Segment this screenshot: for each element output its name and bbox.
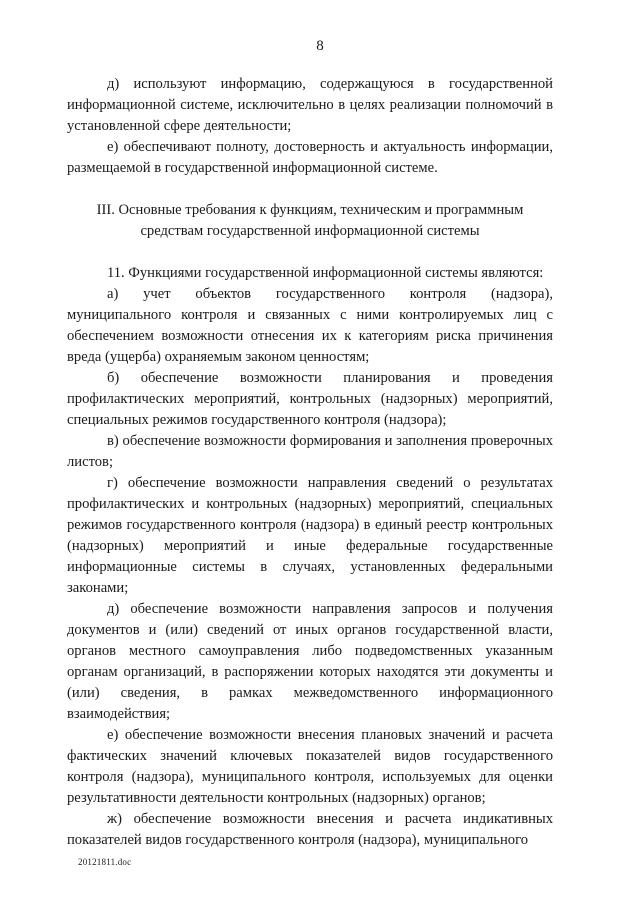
paragraph-b-planning: б) обеспечение возможности планирования и проведения профилактических мероприятий, контрольных (надзорных) мероприятий, специальных режимов государственного контроля (надзора); [67,370,553,428]
section-heading: III. Основные требования к функциям, техническим и программным средствам государственной информационной системы [96,202,524,239]
paragraph-d-requests: д) обеспечение возможности направления запросов и получения документов и (или) сведений от иных органов государственной власти, органов местного самоуправления либо подведомственных указанным органам организаций, в распоряжении которых находятся эти документы и (или) сведения, в рамках межведомственного информационного взаимодействия; [67,601,553,722]
paragraph-d-use-info: д) используют информацию, содержащуюся в государственной информационной системе, исключительно в целях реализации полномочий в установленной сфере деятельности; [67,76,553,134]
page-number: 8 [316,38,324,54]
file-name-footer: 20121811.doc [78,857,132,867]
paragraph-11-functions: 11. Функциями государственной информационной системы являются: [107,265,544,281]
paragraph-v-checklists: в) обеспечение возможности формирования и заполнения проверочных листов; [67,433,553,470]
paragraph-zh-indicative-indicators: ж) обеспечение возможности внесения и расчета индикативных показателей видов государственного контроля (надзора), муниципального [67,811,553,848]
paragraph-a-accounting: а) учет объектов государственного контроля (надзора), муниципального контроля и связанных с ними контролируемых лиц с обеспечением возможности отнесения их к категориям риска причинения вреда (ущерба) охраняемым законом ценностям; [67,286,553,365]
document-body [67,74,553,851]
paragraph-g-results: г) обеспечение возможности направления сведений о результатах профилактических и контрольных (надзорных) мероприятий, специальных режимов государственного контроля (надзора) в единый реестр контрольных (надзорных) мероприятий и иные федеральные государственные информационные системы в случаях, установленных федеральными законами; [67,475,553,596]
paragraph-e-key-indicators: е) обеспечение возможности внесения плановых значений и расчета фактических значений ключевых показателей видов государственного контроля (надзора), муниципального контроля, используемых для оценки результативности деятельности контрольных (надзорных) органов; [67,727,553,806]
paragraph-e-ensure-completeness: е) обеспечивают полноту, достоверность и актуальность информации, размещаемой в государственной информационной системе. [67,139,553,176]
